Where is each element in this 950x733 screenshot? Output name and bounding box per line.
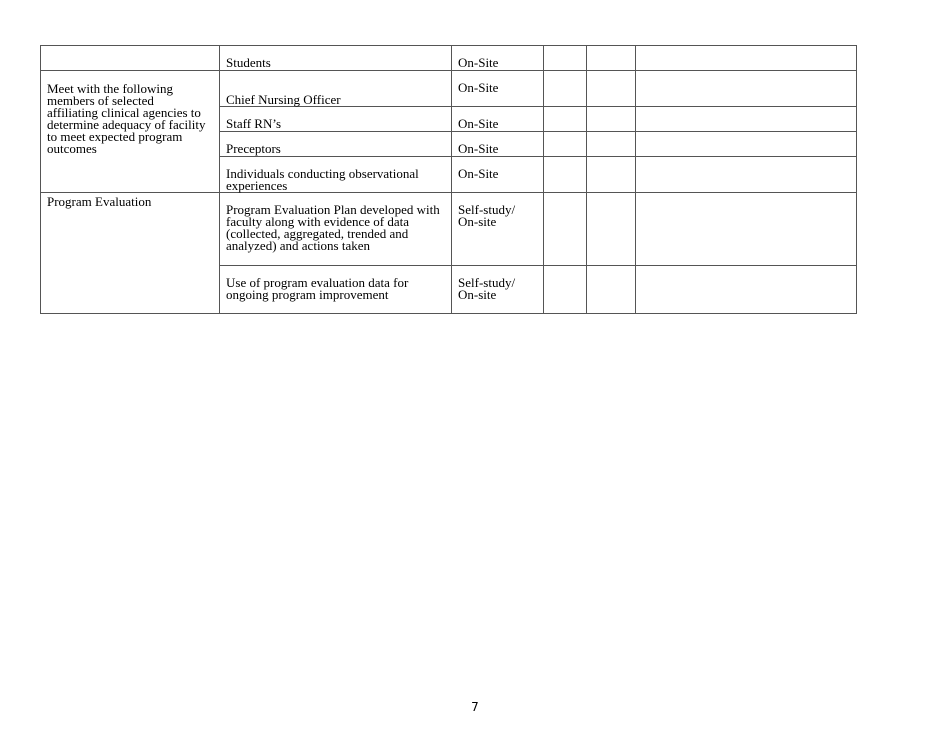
empty-cell: [636, 46, 857, 71]
method-cell: On-Site: [452, 46, 544, 71]
empty-cell: [544, 107, 587, 132]
criterion-cell: [41, 46, 220, 71]
item-cell: Staff RN’s: [220, 107, 452, 132]
empty-cell: [544, 193, 587, 266]
empty-cell: [636, 266, 857, 314]
item-cell: Students: [220, 46, 452, 71]
table-row: [41, 193, 857, 266]
empty-cell: [587, 157, 636, 193]
empty-cell: [544, 266, 587, 314]
method-cell: On-Site: [452, 157, 544, 193]
empty-cell: [544, 157, 587, 193]
criterion-cell: Meet with the following members of selected affiliating clinical agencies to determine adequacy of facility to meet expected program outcomes: [41, 71, 220, 193]
table-row: [41, 71, 857, 107]
empty-cell: [636, 71, 857, 107]
method-cell: On-Site: [452, 132, 544, 157]
empty-cell: [636, 193, 857, 266]
empty-cell: [636, 107, 857, 132]
criterion-cell: Program Evaluation: [41, 193, 220, 314]
empty-cell: [587, 193, 636, 266]
empty-cell: [544, 71, 587, 107]
empty-cell: [587, 71, 636, 107]
page-number: 7: [471, 700, 479, 714]
item-cell: Chief Nursing Officer: [220, 71, 452, 107]
item-cell: Preceptors: [220, 132, 452, 157]
method-cell: Self-study/ On-site: [452, 193, 544, 266]
item-cell: Use of program evaluation data for ongoing program improvement: [220, 266, 452, 314]
empty-cell: [636, 157, 857, 193]
empty-cell: [636, 132, 857, 157]
item-cell: Individuals conducting observational experiences: [220, 157, 452, 193]
method-cell: Self-study/ On-site: [452, 266, 544, 314]
empty-cell: [587, 266, 636, 314]
empty-cell: [544, 132, 587, 157]
table-row: [41, 46, 857, 71]
item-cell: Program Evaluation Plan developed with faculty along with evidence of data (collected, aggregated, trended and analyzed) and actions taken: [220, 193, 452, 266]
method-cell: On-Site: [452, 107, 544, 132]
empty-cell: [587, 107, 636, 132]
evaluation-table: [40, 45, 857, 314]
method-cell: On-Site: [452, 71, 544, 107]
empty-cell: [587, 132, 636, 157]
empty-cell: [587, 46, 636, 71]
empty-cell: [544, 46, 587, 71]
